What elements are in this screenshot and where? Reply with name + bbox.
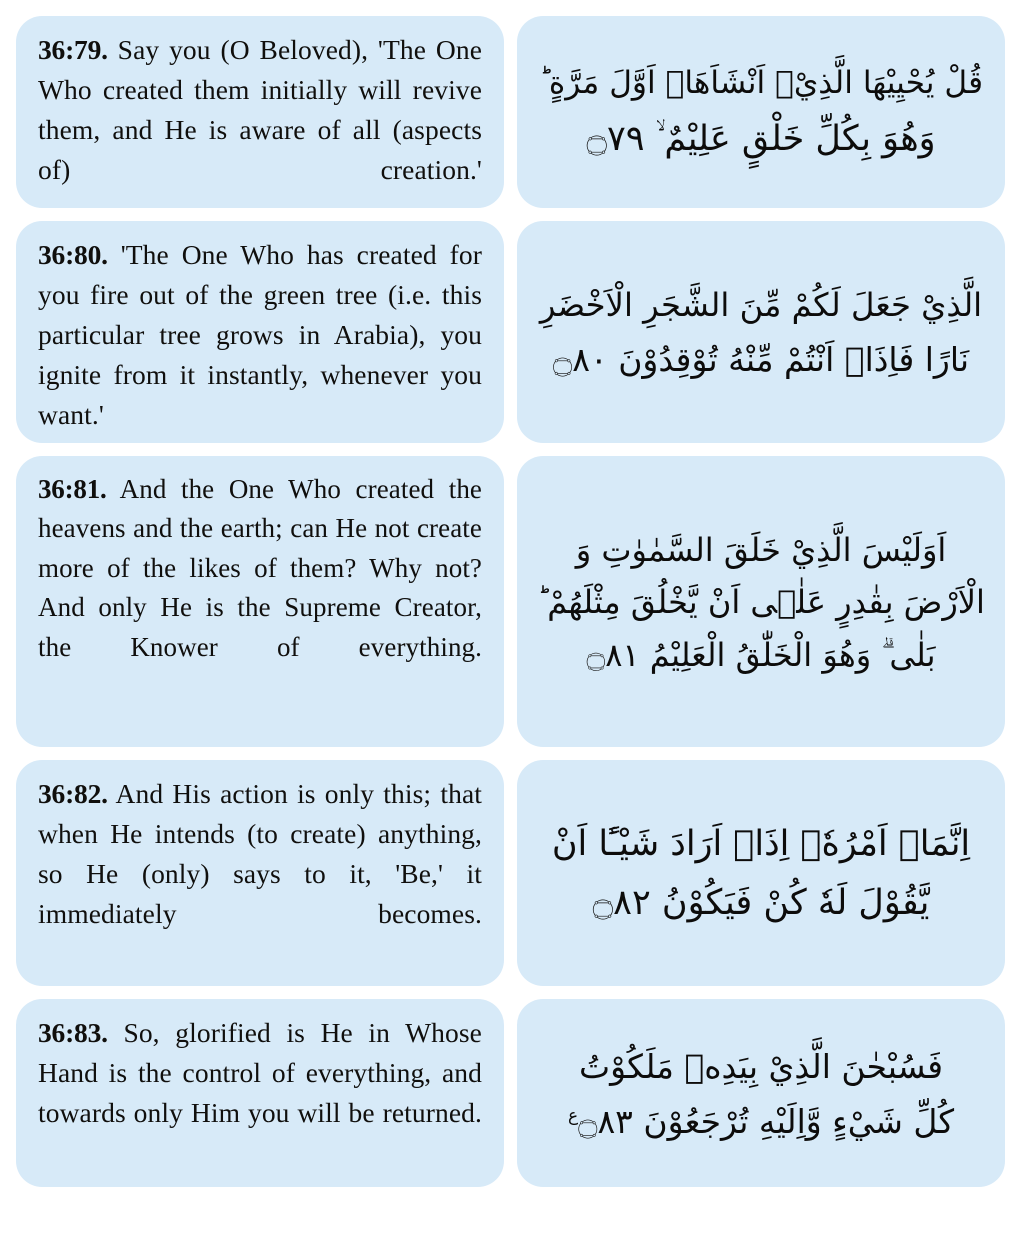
- arabic-verse-card[interactable]: [517, 221, 1005, 443]
- verse-reference: 36:80.: [38, 239, 108, 270]
- english-verse-body: 'The One Who has created for you fire out of the green tree (i.e. this particular tree grows in Arabia), you ignite from it instantly, whenever you want.': [38, 239, 482, 430]
- arabic-line-body: كُلِّ شَيْءٍ وَّاِلَيْهِ تُرْجَعُوْنَ ۝٨٣: [578, 1102, 955, 1141]
- arabic-line: وَهُوَ بِكُلِّ خَلْقٍ عَلِيْمٌ ۙ ۝٧٩: [586, 118, 936, 159]
- arabic-line: يَّقُوْلَ لَهٗ كُنْ فَيَكُوْنُ ۝٨٢: [592, 883, 930, 923]
- arabic-verse-card[interactable]: [517, 456, 1005, 747]
- english-verse-text: [38, 30, 482, 190]
- verse-reference: 36:82.: [38, 778, 108, 809]
- english-verse-body: So, glorified is He in Whose Hand is the control of everything, and towards only Him you will be returned.: [38, 1017, 482, 1129]
- arabic-verse-text: [537, 279, 985, 387]
- ruku-mark-icon: ع: [567, 1106, 579, 1126]
- arabic-line: اِنَّمَاۤ اَمْرُهٗۤ اِذَاۤ اَرَادَ شَيْـًٔا اَنْ: [551, 824, 971, 865]
- arabic-line: فَسُبْحٰنَ الَّذِيْ بِيَدِهٖ مَلَكُوْتُ: [579, 1046, 943, 1086]
- arabic-verse-text: [537, 525, 985, 681]
- arabic-verse-card[interactable]: [517, 16, 1005, 208]
- english-translation-card[interactable]: [16, 760, 504, 986]
- english-translation-card[interactable]: [16, 456, 504, 747]
- arabic-line: الَّذِيْ جَعَلَ لَكُمْ مِّنَ الشَّجَرِ الْاَخْضَرِ: [539, 286, 983, 325]
- english-verse-text: [38, 470, 482, 667]
- arabic-line: نَارًا فَاِذَاۤ اَنْتُمْ مِّنْهُ تُوْقِدُوْنَ ۝٨٠: [552, 340, 970, 380]
- arabic-verse-text: [537, 58, 985, 167]
- arabic-verse-text: [537, 816, 985, 931]
- verse-reference: 36:83.: [38, 1017, 108, 1048]
- english-verse-body: And His action is only this; that when He intends (to create) anything, so He (only) says to it, 'Be,' it immediately becomes.: [38, 778, 482, 929]
- arabic-verse-text: [537, 1040, 985, 1149]
- arabic-line: قُلْ يُحْيِيْهَا الَّذِيْۤ اَنْشَاَهَاۤ اَوَّلَ مَرَّةٍ ؕ: [538, 65, 984, 102]
- english-verse-text: [38, 774, 482, 934]
- verse-row: [16, 999, 1016, 1187]
- arabic-line: [568, 1095, 954, 1148]
- english-translation-card[interactable]: [16, 999, 504, 1187]
- arabic-line: بَلٰى ۗ وَهُوَ الْخَلّٰقُ الْعَلِيْمُ ۝٨١: [586, 635, 936, 674]
- verse-row: [16, 456, 1016, 747]
- english-translation-card[interactable]: [16, 16, 504, 208]
- english-verse-text: [38, 235, 482, 435]
- verse-row: [16, 16, 1016, 208]
- verse-row: [16, 221, 1016, 443]
- verse-row: [16, 760, 1016, 986]
- verse-reference: 36:81.: [38, 474, 107, 504]
- english-translation-card[interactable]: [16, 221, 504, 443]
- arabic-line: اَوَلَيْسَ الَّذِيْ خَلَقَ السَّمٰوٰتِ وَ: [575, 530, 947, 569]
- english-verse-text: [38, 1013, 482, 1133]
- arabic-line: الْاَرْضَ بِقٰدِرٍ عَلٰۤى اَنْ يَّخْلُقَ مِثْلَهُمْ ؕ: [537, 583, 985, 622]
- arabic-verse-card[interactable]: [517, 760, 1005, 986]
- english-verse-body: Say you (O Beloved), 'The One Who created them initially will revive them, and He is aware of all (aspects of) creation.': [38, 34, 482, 185]
- english-verse-body: And the One Who created the heavens and the earth; can He not create more of the likes of them? Why not? And only He is the Supreme Creator, the Knower of everything.: [38, 474, 482, 662]
- arabic-verse-card[interactable]: [517, 999, 1005, 1187]
- verse-reference: 36:79.: [38, 34, 108, 65]
